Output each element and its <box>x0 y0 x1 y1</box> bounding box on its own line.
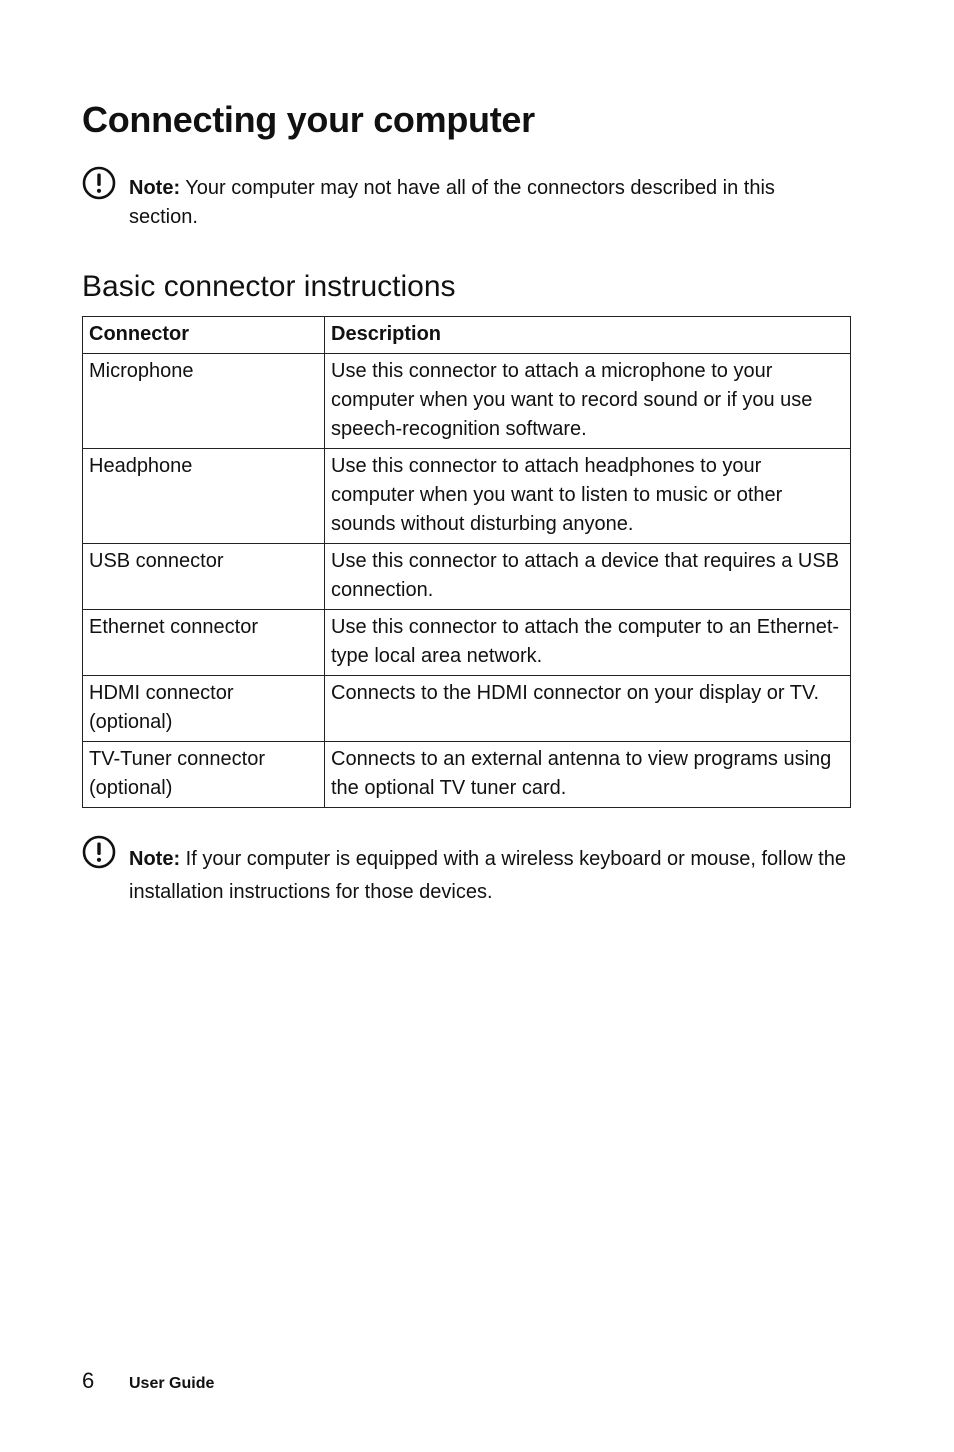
note-body: Your computer may not have all of the connectors described in this section. <box>129 177 775 228</box>
description-cell: Use this connector to attach the computer to an Ethernet-type local area network. <box>325 610 851 676</box>
column-header-connector: Connector <box>83 317 325 354</box>
connector-cell: HDMI connector (optional) <box>83 676 325 742</box>
connector-cell: Headphone <box>83 449 325 544</box>
table-row <box>83 742 851 808</box>
table-row <box>83 676 851 742</box>
column-header-description: Description <box>325 317 851 354</box>
page-title: Connecting your computer <box>82 99 535 140</box>
connector-table <box>82 316 851 808</box>
connector-cell: USB connector <box>83 544 325 610</box>
note-body: If your computer is equipped with a wireless keyboard or mouse, follow the installation instructions for those devices. <box>129 848 846 903</box>
footer-label: User Guide <box>129 1375 215 1392</box>
connector-cell: Ethernet connector <box>83 610 325 676</box>
exclamation-circle-icon <box>82 166 116 200</box>
connector-cell: Microphone <box>83 354 325 449</box>
section-title: Basic connector instructions <box>82 270 456 303</box>
description-cell: Use this connector to attach a device that requires a USB connection. <box>325 544 851 610</box>
description-cell: Use this connector to attach a microphone to your computer when you want to record sound or if you use speech-recognition software. <box>325 354 851 449</box>
table-row <box>83 544 851 610</box>
table-row <box>83 610 851 676</box>
note-text <box>129 174 849 232</box>
table-row <box>83 449 851 544</box>
page-number: 6 <box>82 1368 95 1393</box>
table-header-row <box>83 317 851 354</box>
exclamation-circle-icon <box>82 835 116 869</box>
table-row <box>83 354 851 449</box>
note-label: Note: <box>129 177 181 199</box>
note-text <box>129 843 849 909</box>
description-cell: Connects to the HDMI connector on your display or TV. <box>325 676 851 742</box>
description-cell: Use this connector to attach headphones to your computer when you want to listen to music or other sounds without disturbing anyone. <box>325 449 851 544</box>
connector-cell: TV-Tuner connector (optional) <box>83 742 325 808</box>
note-label: Note: <box>129 848 181 870</box>
description-cell: Connects to an external antenna to view programs using the optional TV tuner card. <box>325 742 851 808</box>
